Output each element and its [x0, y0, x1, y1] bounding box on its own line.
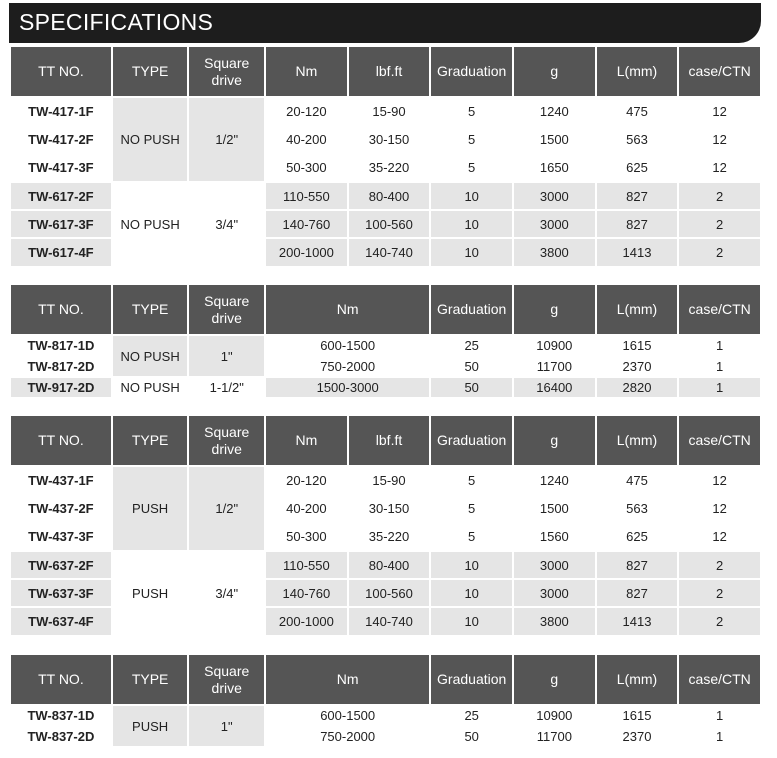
weight-value: 3000 [514, 211, 595, 237]
spec-table-4 [9, 653, 762, 748]
graduation-value: 50 [431, 357, 512, 376]
case-ctn-value: 12 [679, 126, 760, 152]
weight-value: 10900 [514, 706, 595, 725]
model-number: TW-617-4F [11, 239, 111, 265]
lbf-range: 15-90 [349, 467, 430, 493]
square-drive-line-2: drive [211, 309, 242, 326]
nm-range: 600-1500 [266, 336, 429, 355]
type-cell: NO PUSH [113, 183, 188, 266]
nm-range: 750-2000 [266, 727, 429, 746]
nm-range: 40-200 [266, 495, 347, 521]
graduation-value: 10 [431, 239, 512, 265]
tt-no-header: TT NO. [11, 416, 111, 465]
length-value: 1413 [597, 608, 678, 634]
length-header: L(mm) [597, 655, 678, 704]
nm-header: Nm [266, 47, 347, 96]
graduation-value: 25 [431, 336, 512, 355]
length-value: 1413 [597, 239, 678, 265]
lbf-range: 140-740 [349, 608, 430, 634]
nm-range: 50-300 [266, 155, 347, 181]
graduation-header: Graduation [431, 285, 512, 334]
table-row [11, 552, 760, 578]
graduation-value: 5 [431, 467, 512, 493]
model-number: TW-637-3F [11, 580, 111, 606]
case-ctn-header: case/CTN [679, 655, 760, 704]
length-header: L(mm) [597, 416, 678, 465]
lbf-header: lbf.ft [349, 47, 430, 96]
model-number: TW-437-1F [11, 467, 111, 493]
square-drive-header [189, 47, 264, 96]
nm-range: 20-120 [266, 98, 347, 124]
lbf-range: 15-90 [349, 98, 430, 124]
nm-header: Nm [266, 285, 429, 334]
lbf-range: 30-150 [349, 495, 430, 521]
square-drive-cell: 1" [189, 336, 264, 376]
graduation-value: 10 [431, 183, 512, 209]
weight-header: g [514, 47, 595, 96]
model-number: TW-417-1F [11, 98, 111, 124]
weight-value: 11700 [514, 357, 595, 376]
type-header: TYPE [113, 655, 188, 704]
weight-value: 11700 [514, 727, 595, 746]
case-ctn-value: 1 [679, 357, 760, 376]
length-value: 563 [597, 126, 678, 152]
square-drive-header [189, 655, 264, 704]
length-value: 475 [597, 467, 678, 493]
nm-range: 40-200 [266, 126, 347, 152]
square-drive-cell: 1/2" [189, 98, 264, 181]
square-drive-line-2: drive [211, 71, 242, 88]
square-drive-cell: 1/2" [189, 467, 264, 550]
graduation-value: 10 [431, 211, 512, 237]
spec-table-3 [9, 414, 762, 637]
model-number: TW-817-1D [11, 336, 111, 355]
length-header: L(mm) [597, 285, 678, 334]
table-row [11, 183, 760, 209]
nm-range: 50-300 [266, 524, 347, 550]
lbf-range: 80-400 [349, 183, 430, 209]
case-ctn-value: 1 [679, 336, 760, 355]
nm-range: 200-1000 [266, 608, 347, 634]
case-ctn-header: case/CTN [679, 285, 760, 334]
square-drive-line-1: Square [204, 54, 250, 71]
graduation-value: 5 [431, 495, 512, 521]
lbf-range: 80-400 [349, 552, 430, 578]
length-value: 827 [597, 211, 678, 237]
length-value: 827 [597, 580, 678, 606]
case-ctn-value: 12 [679, 495, 760, 521]
case-ctn-value: 12 [679, 155, 760, 181]
length-value: 563 [597, 495, 678, 521]
model-number: TW-637-2F [11, 552, 111, 578]
weight-header: g [514, 655, 595, 704]
length-header: L(mm) [597, 47, 678, 96]
type-cell: NO PUSH [113, 336, 188, 376]
model-number: TW-837-1D [11, 706, 111, 725]
model-number: TW-437-3F [11, 524, 111, 550]
graduation-value: 50 [431, 727, 512, 746]
graduation-value: 25 [431, 706, 512, 725]
table-row [11, 378, 760, 397]
square-drive-line-1: Square [204, 292, 250, 309]
lbf-range: 140-740 [349, 239, 430, 265]
nm-range: 1500-3000 [266, 378, 429, 397]
graduation-value: 10 [431, 580, 512, 606]
case-ctn-header: case/CTN [679, 416, 760, 465]
case-ctn-value: 1 [679, 378, 760, 397]
weight-value: 1560 [514, 524, 595, 550]
graduation-value: 5 [431, 126, 512, 152]
square-drive-cell: 3/4" [189, 183, 264, 266]
weight-value: 3800 [514, 608, 595, 634]
type-cell: PUSH [113, 706, 188, 746]
square-drive-cell: 3/4" [189, 552, 264, 635]
square-drive-line-2: drive [211, 440, 242, 457]
nm-range: 200-1000 [266, 239, 347, 265]
table-row [11, 98, 760, 124]
nm-range: 140-760 [266, 580, 347, 606]
nm-range: 110-550 [266, 183, 347, 209]
weight-value: 1650 [514, 155, 595, 181]
graduation-value: 5 [431, 155, 512, 181]
case-ctn-value: 2 [679, 183, 760, 209]
weight-value: 3000 [514, 580, 595, 606]
tt-no-header: TT NO. [11, 655, 111, 704]
nm-range: 140-760 [266, 211, 347, 237]
length-value: 475 [597, 98, 678, 124]
length-value: 827 [597, 183, 678, 209]
square-drive-header [189, 416, 264, 465]
model-number: TW-637-4F [11, 608, 111, 634]
length-value: 625 [597, 524, 678, 550]
nm-range: 750-2000 [266, 357, 429, 376]
case-ctn-header: case/CTN [679, 47, 760, 96]
case-ctn-value: 1 [679, 706, 760, 725]
lbf-range: 35-220 [349, 524, 430, 550]
case-ctn-value: 1 [679, 727, 760, 746]
length-value: 2370 [597, 727, 678, 746]
type-cell: NO PUSH [113, 98, 188, 181]
model-number: TW-817-2D [11, 357, 111, 376]
specifications-banner [9, 3, 761, 43]
graduation-value: 10 [431, 552, 512, 578]
square-drive-cell: 1-1/2" [189, 378, 264, 397]
length-value: 827 [597, 552, 678, 578]
case-ctn-value: 12 [679, 467, 760, 493]
model-number: TW-617-2F [11, 183, 111, 209]
lbf-range: 30-150 [349, 126, 430, 152]
weight-value: 1240 [514, 467, 595, 493]
square-drive-header [189, 285, 264, 334]
lbf-range: 100-560 [349, 211, 430, 237]
length-value: 1615 [597, 336, 678, 355]
case-ctn-value: 2 [679, 608, 760, 634]
length-value: 1615 [597, 706, 678, 725]
graduation-value: 10 [431, 608, 512, 634]
model-number: TW-917-2D [11, 378, 111, 397]
model-number: TW-617-3F [11, 211, 111, 237]
weight-header: g [514, 285, 595, 334]
length-value: 625 [597, 155, 678, 181]
graduation-header: Graduation [431, 416, 512, 465]
table-row [11, 467, 760, 493]
type-header: TYPE [113, 416, 188, 465]
graduation-value: 5 [431, 98, 512, 124]
weight-value: 1240 [514, 98, 595, 124]
square-drive-cell: 1" [189, 706, 264, 746]
graduation-value: 5 [431, 524, 512, 550]
weight-header: g [514, 416, 595, 465]
case-ctn-value: 2 [679, 580, 760, 606]
graduation-value: 50 [431, 378, 512, 397]
nm-range: 20-120 [266, 467, 347, 493]
model-number: TW-417-3F [11, 155, 111, 181]
tt-no-header: TT NO. [11, 285, 111, 334]
tt-no-header: TT NO. [11, 47, 111, 96]
length-value: 2820 [597, 378, 678, 397]
table-row [11, 706, 760, 725]
case-ctn-value: 2 [679, 211, 760, 237]
spec-table-1 [9, 45, 762, 268]
spec-table-2 [9, 283, 762, 399]
length-value: 2370 [597, 357, 678, 376]
type-header: TYPE [113, 285, 188, 334]
nm-range: 600-1500 [266, 706, 429, 725]
weight-value: 3800 [514, 239, 595, 265]
nm-header: Nm [266, 655, 429, 704]
type-cell: NO PUSH [113, 378, 188, 397]
square-drive-line-1: Square [204, 662, 250, 679]
model-number: TW-417-2F [11, 126, 111, 152]
case-ctn-value: 2 [679, 552, 760, 578]
square-drive-line-2: drive [211, 679, 242, 696]
page-title: SPECIFICATIONS [19, 9, 214, 35]
nm-header: Nm [266, 416, 347, 465]
weight-value: 3000 [514, 552, 595, 578]
case-ctn-value: 2 [679, 239, 760, 265]
model-number: TW-437-2F [11, 495, 111, 521]
case-ctn-value: 12 [679, 98, 760, 124]
model-number: TW-837-2D [11, 727, 111, 746]
square-drive-line-1: Square [204, 423, 250, 440]
case-ctn-value: 12 [679, 524, 760, 550]
lbf-header: lbf.ft [349, 416, 430, 465]
weight-value: 1500 [514, 126, 595, 152]
nm-range: 110-550 [266, 552, 347, 578]
lbf-range: 100-560 [349, 580, 430, 606]
lbf-range: 35-220 [349, 155, 430, 181]
table-row [11, 336, 760, 355]
graduation-header: Graduation [431, 47, 512, 96]
weight-value: 3000 [514, 183, 595, 209]
type-cell: PUSH [113, 552, 188, 635]
weight-value: 16400 [514, 378, 595, 397]
weight-value: 1500 [514, 495, 595, 521]
type-cell: PUSH [113, 467, 188, 550]
graduation-header: Graduation [431, 655, 512, 704]
weight-value: 10900 [514, 336, 595, 355]
type-header: TYPE [113, 47, 188, 96]
